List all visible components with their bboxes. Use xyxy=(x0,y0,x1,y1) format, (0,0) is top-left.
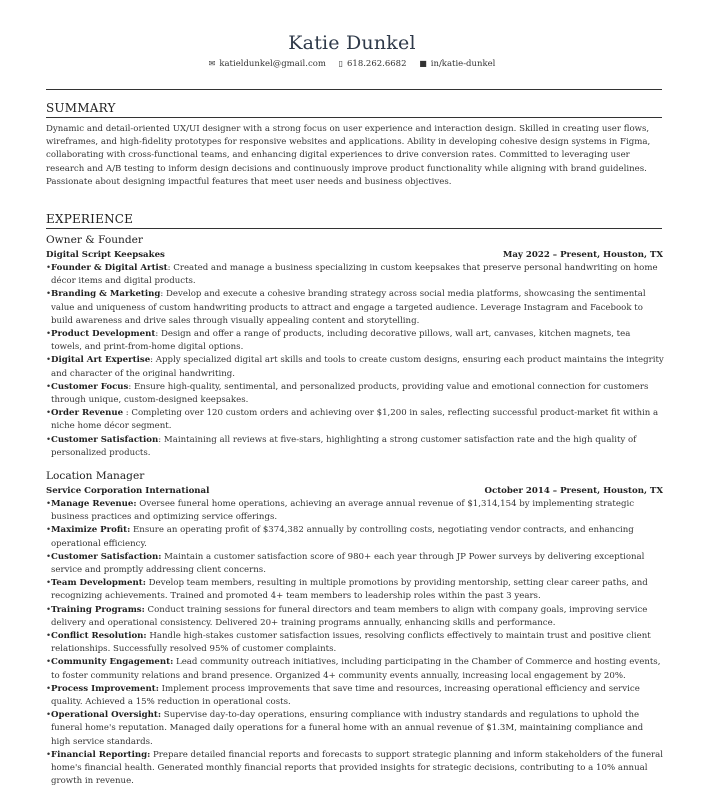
linkedin-item[interactable] xyxy=(419,59,495,69)
company-name: Digital Script Keepsakes xyxy=(46,250,165,260)
bullet-text: Ensure an operating profit of $374,382 annually by controlling costs, negotiating vendor contracts, and enhancing operational efficiency. xyxy=(51,525,634,549)
phone-item[interactable] xyxy=(339,59,407,69)
bullet-lead: Customer Satisfaction xyxy=(51,434,159,445)
email-item[interactable] xyxy=(209,59,326,69)
job-title: Location Manager xyxy=(46,470,145,482)
bullet-text: Prepare detailed financial reports and forecasts to support strategic planning and inform stakeholders of the funeral home's financial health. Generated monthly financial reports that provided insights for strategic decisions, contributing to a 10% annual growth in revenue. xyxy=(51,749,664,787)
bullet-item xyxy=(46,551,664,577)
bullet-text: : Develop and execute a cohesive branding strategy across social media platforms, showcasing the sentimental value and uniqueness of custom handwriting products to attract and engage a targeted audience. Leverage Instagram and Facebook to build awareness and drive sales through visually appealing content and storytelling. xyxy=(51,289,646,326)
bullet-text: : Apply specialized digital art skills and tools to create custom designs, ensuring each product maintains the integrity and character of the original handwriting. xyxy=(51,355,664,379)
bullet-lead: Financial Reporting: xyxy=(51,749,151,760)
bullet-lead: Order Revenue xyxy=(51,408,124,419)
job-title: Owner & Founder xyxy=(46,234,143,246)
bullet-lead: Customer Focus xyxy=(51,381,129,392)
job-company-row xyxy=(46,486,663,496)
bullet-lead: Maximize Profit: xyxy=(51,525,131,536)
summary-divider xyxy=(46,117,662,118)
bullet-text: Supervise day-to-day operations, ensuring compliance with industry standards and regulations to uphold the funeral home's reputation. Managed daily operations for a funeral home with an annual revenue of $1.3M, maintaining compliance and high service standards. xyxy=(51,710,644,747)
bullet-text: : Design and offer a range of products, including decorative pillows, wall art, canvases, kitchen magnets, tea towels, and print-from-home digital options. xyxy=(51,329,631,353)
job-dates-location: October 2014 – Present, Houston, TX xyxy=(484,486,663,496)
bullet-lead: Operational Oversight: xyxy=(51,710,162,721)
experience-divider xyxy=(46,228,662,229)
bullet-text: Oversee funeral home operations, achieving an average annual revenue of $1,314,154 by implementing strategic business practices and optimizing service offerings. xyxy=(51,499,635,523)
bullet-item xyxy=(46,262,664,288)
job-dates-location: May 2022 – Present, Houston, TX xyxy=(502,250,663,260)
bullet-item xyxy=(46,577,664,603)
bullet-text: Lead community outreach initiatives, including participating in the Chamber of Commerce and hosting events, to foster community relations and brand presence. Organized 4+ community events annually, increasing local engagement by 20%. xyxy=(51,657,661,681)
bullet-text: : Completing over 120 custom orders and achieving over $1,200 in sales, reflecting successful product-market fit within a niche home décor segment. xyxy=(51,408,659,432)
bullet-item xyxy=(46,683,664,709)
bullet-item xyxy=(46,498,664,524)
bullet-item xyxy=(46,288,664,328)
bullet-item xyxy=(46,381,664,407)
bullet-item xyxy=(46,434,664,460)
summary-heading: SUMMARY xyxy=(46,101,116,115)
bullet-text: Develop team members, resulting in multiple promotions by providing mentorship, setting clear career paths, and recognizing achievements. Trained and promoted 4+ team members to leadership roles within the past 3 years. xyxy=(51,578,648,602)
envelope-icon: ✉ xyxy=(208,59,216,68)
linkedin-icon: ■ xyxy=(419,59,427,68)
company-name: Service Corporation International xyxy=(46,486,210,496)
header-divider xyxy=(46,89,662,90)
bullet-item xyxy=(46,407,664,433)
bullet-text: Maintain a customer satisfaction score of 980+ each year through JP Power surveys by delivering exceptional service and promptly addressing client concerns. xyxy=(51,551,645,576)
bullet-item xyxy=(46,354,664,380)
email-text: katieldunkel@gmail.com xyxy=(219,59,326,69)
linkedin-text: in/katie-dunkel xyxy=(430,59,496,69)
bullet-lead: Training Programs: xyxy=(51,604,145,615)
bullet-text: Handle high-stakes customer satisfaction issues, resolving conflicts effectively to maintain trust and positive client relationships. Successfully resolved 95% of customer complaints. xyxy=(51,631,651,655)
bullet-item xyxy=(46,749,664,789)
bullet-lead: Customer Satisfaction: xyxy=(51,551,162,562)
bullet-lead: Conflict Resolution: xyxy=(51,631,147,642)
bullet-text: Implement process improvements that save time and resources, increasing operational efficiency and service quality. Achieved a 15% reduction in operational costs. xyxy=(51,683,640,708)
bullet-lead: Process Improvement: xyxy=(51,683,159,694)
bullet-lead: Branding & Marketing xyxy=(51,289,161,300)
bullet-text: : Created and manage a business specializing in custom keepsakes that preserve personal handwriting on home décor items and digital products. xyxy=(51,263,658,287)
candidate-name: Katie Dunkel xyxy=(288,32,416,54)
job-company-row xyxy=(46,250,663,260)
bullet-lead: Community Engagement: xyxy=(51,657,174,668)
bullet-item xyxy=(46,524,664,550)
bullet-item xyxy=(46,328,664,354)
bullet-lead: Product Development xyxy=(51,329,156,340)
bullet-item xyxy=(46,709,664,749)
summary-text: Dynamic and detail-oriented UX/UI designer with a strong focus on user experience and interaction design. Skilled in creating user flows, wireframes, and high-fidelity prototypes for responsive websites and applications. Ability in developing cohesive design systems in Figma, collaborating with cross-functional teams, and enhancing digital experiences to drive conversion rates. Committed to leveraging user research and A/B testing to inform design decisions and continuously improve product functionality while aligning with brand guidelines. Passionate about designing impactful features that meet user needs and business objectives. xyxy=(46,124,651,187)
bullet-item xyxy=(46,604,664,630)
bullet-lead: Digital Art Expertise xyxy=(51,355,151,366)
phone-text: 618.262.6682 xyxy=(347,59,407,69)
bullet-text: : Ensure high-quality, sentimental, and personalized products, providing value and emotional connection for customers through unique, custom-designed keepsakes. xyxy=(51,381,649,406)
bullet-item xyxy=(46,630,664,656)
bullet-lead: Manage Revenue: xyxy=(51,499,137,509)
job-bullet-list xyxy=(46,498,664,788)
bullet-text: Conduct training sessions for funeral directors and team members to align with company goals, improving service delivery and operational consistency. Delivered 20+ training programs annually, enhancing skills and performance. xyxy=(51,604,648,628)
bullet-lead: Founder & Digital Artist xyxy=(51,263,168,273)
bullet-lead: Team Development: xyxy=(51,578,146,589)
experience-heading: EXPERIENCE xyxy=(46,212,134,226)
contact-line xyxy=(0,59,704,69)
bullet-item xyxy=(46,656,664,682)
bullet-text: : Maintaining all reviews at five-stars, highlighting a strong customer satisfaction rate and the high quality of personalized products. xyxy=(51,434,637,458)
job-bullet-list xyxy=(46,262,664,460)
phone-icon: ▯ xyxy=(338,59,343,68)
